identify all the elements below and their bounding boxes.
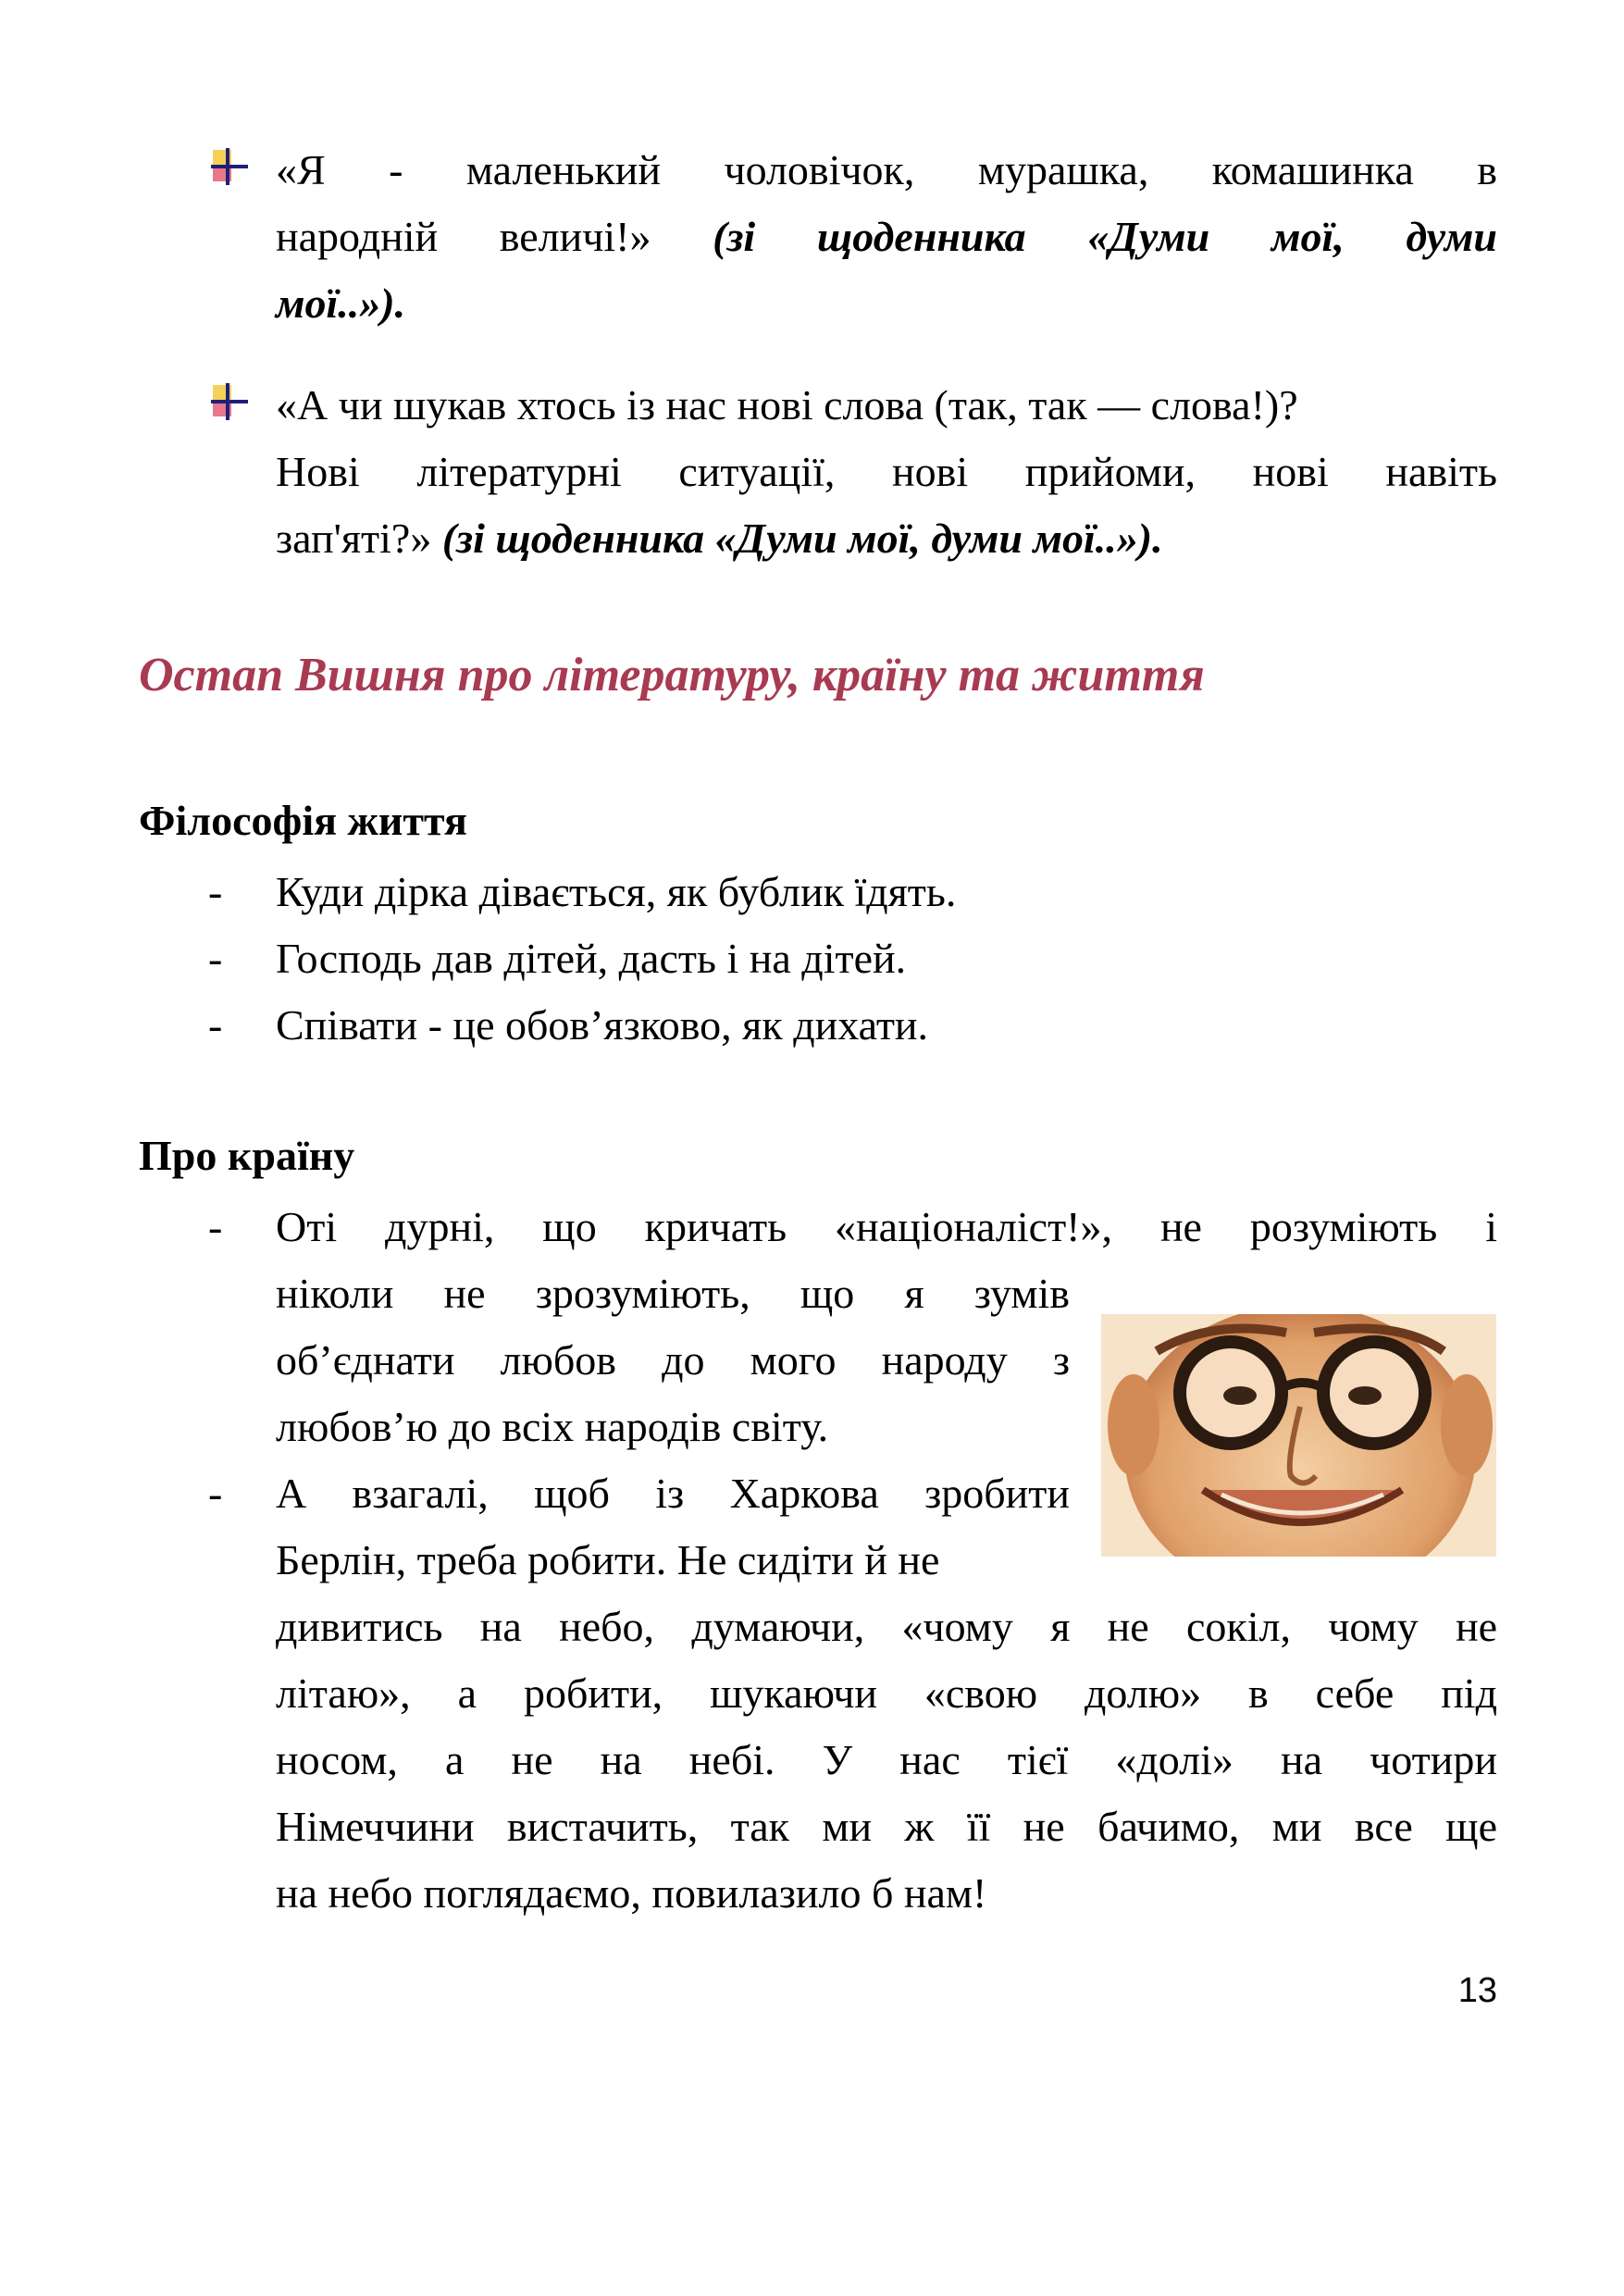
- quote-1-source: (зі щоденника «Думи мої, думи: [713, 213, 1497, 260]
- quote-2-line-1: «А чи шукав хтось із нас нові слова (так, так — слова!)?: [276, 381, 1298, 428]
- country-item-2-line-3: дивитись на небо, думаючи, «чому я не сокіл, чому не: [276, 1603, 1497, 1650]
- philosophy-heading: Філософія життя: [139, 797, 467, 844]
- philosophy-item-2: Господь дав дітей, дасть і на дітей.: [276, 935, 907, 982]
- country-item-2-line-6: Німеччини вистачить, так ми ж її не бачимо, ми все ще: [276, 1803, 1497, 1850]
- section-title: Остап Вишня про літературу, країну та життя: [139, 649, 1205, 701]
- quote-2-line-3: [276, 505, 1163, 572]
- portrait-image: [1101, 1314, 1496, 1557]
- quote-2-line-2: Нові літературні ситуації, нові прийоми, нові навіть: [276, 448, 1497, 495]
- bullet-icon: [209, 146, 250, 187]
- country-item-2-line-4: літаю», а робити, шукаючи «свою долю» в себе під: [276, 1669, 1497, 1717]
- quote-2-text: зап'яті?»: [276, 515, 442, 562]
- dash-marker: -: [208, 935, 223, 982]
- country-heading: Про країну: [139, 1132, 355, 1179]
- country-item-1-line-4: любов’ю до всіх народів світу.: [276, 1403, 829, 1450]
- country-item-2-line-7: на небо поглядаємо, повилазило б нам!: [276, 1869, 987, 1917]
- bullet-icon: [209, 381, 250, 422]
- dash-marker: -: [208, 868, 223, 915]
- quote-1-line-1: «Я - маленький чоловічок, мурашка, комашинка в: [276, 146, 1497, 193]
- dash-marker: -: [208, 1203, 223, 1250]
- country-item-2-line-5: носом, а не на небі. У нас тієї «долі» на чотири: [276, 1736, 1497, 1783]
- country-item-1-line-2: ніколи не зрозуміють, що я зумів: [276, 1270, 1070, 1317]
- country-item-1-line-1: Оті дурні, що кричать «націоналіст!», не розуміють і: [276, 1203, 1497, 1250]
- quote-1-source-end: мої..»).: [276, 279, 406, 327]
- quote-1-line-2: [276, 204, 1497, 270]
- page-number: 13: [1457, 1971, 1497, 2010]
- country-item-2-line-2: Берлін, треба робити. Не сидіти й не: [276, 1536, 940, 1583]
- quote-2-source: (зі щоденника «Думи мої, думи мої..»).: [441, 515, 1163, 562]
- quote-1-text: народній величі!»: [276, 213, 713, 260]
- philosophy-item-3: Співати - це обов’язково, як дихати.: [276, 1001, 929, 1049]
- dash-marker: -: [208, 1470, 223, 1517]
- philosophy-item-1: Куди дірка дівається, як бублик їдять.: [276, 868, 957, 915]
- country-item-1-line-3: об’єднати любов до мого народу з: [276, 1336, 1070, 1384]
- dash-marker: -: [208, 1001, 223, 1049]
- country-item-2-line-1: А взагалі, щоб із Харкова зробити: [276, 1470, 1070, 1517]
